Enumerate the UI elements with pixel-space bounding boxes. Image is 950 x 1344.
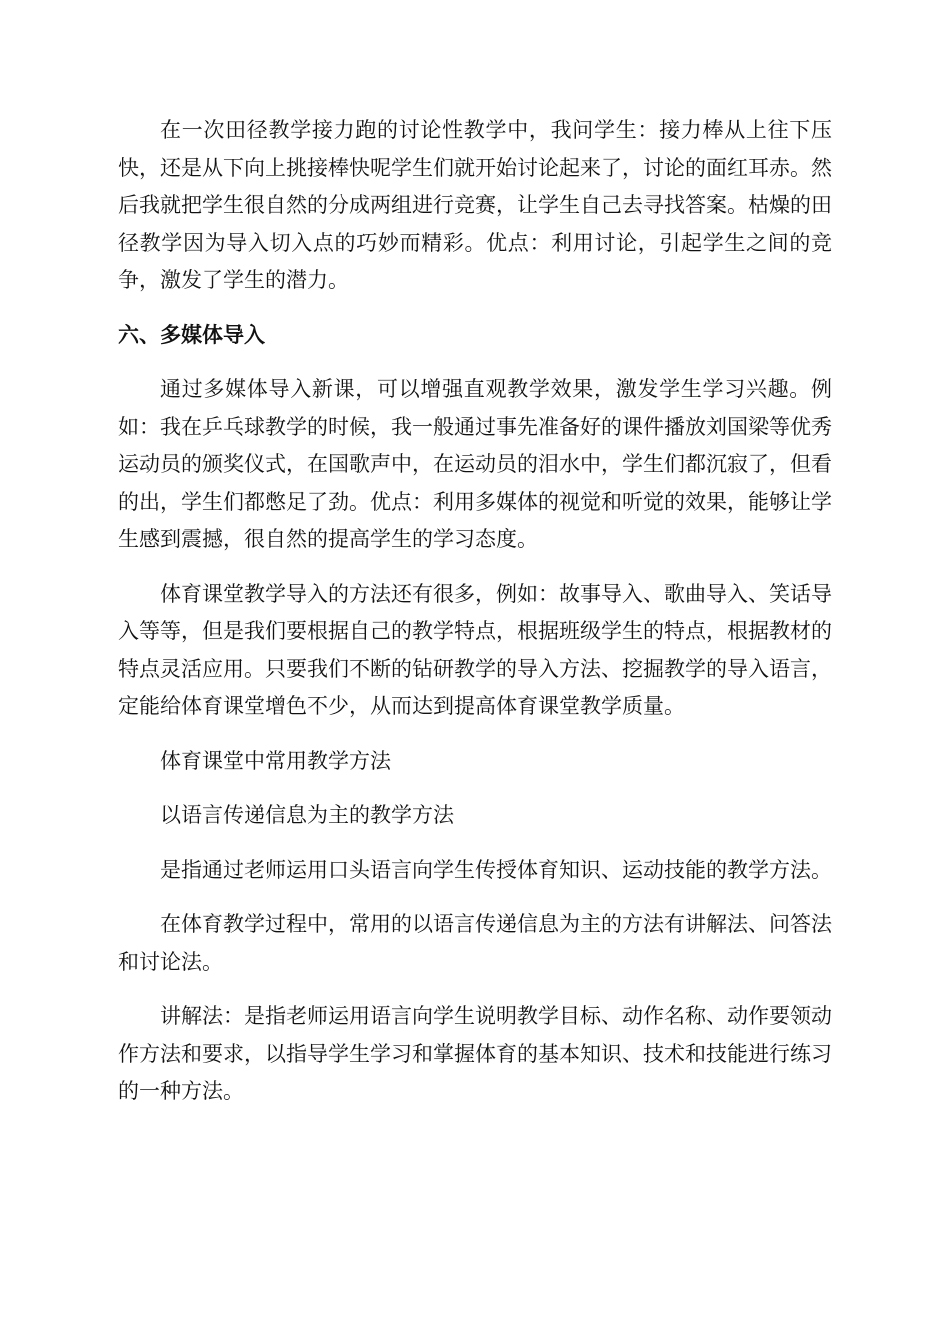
paragraph-multimedia-intro: 通过多媒体导入新课，可以增强直观教学效果，激发学生学习兴趣。例如：我在乒乓球教学的时候，我一般通过事先准备好的课件播放刘国梁等优秀运动员的颁奖仪式，在国歌声中，在运动员的泪水中，学生们都沉寂了，但看的出，学生们都憋足了劲。优点：利用多媒体的视觉和听觉的效果，能够让学生感到震撼，很自然的提高学生的学习态度。	[118, 377, 832, 551]
paragraph-language-methods-types: 在体育教学过程中，常用的以语言传递信息为主的方法有讲解法、问答法和讨论法。	[118, 912, 832, 974]
paragraph-relay-discussion: 在一次田径教学接力跑的讨论性教学中，我问学生：接力棒从上往下压快，还是从下向上挑接棒快呢学生们就开始讨论起来了，讨论的面红耳赤。然后我就把学生很自然的分成两组进行竞赛，让学生自己去寻找答案。枯燥的田径教学因为导入切入点的巧妙而精彩。优点：利用讨论，引起学生之间的竞争，激发了学生的潜力。	[118, 118, 832, 292]
paragraph-common-methods-title: 体育课堂中常用教学方法	[160, 748, 391, 773]
paragraph-explanation-method: 讲解法：是指老师运用语言向学生说明教学目标、动作名称、动作要领动作方法和要求，以指导学生学习和掌握体育的基本知识、技术和技能进行练习的一种方法。	[118, 1004, 832, 1103]
section-heading-multimedia: 六、多媒体导入	[118, 322, 265, 347]
document-page	[118, 112, 832, 1128]
paragraph-language-methods-title: 以语言传递信息为主的教学方法	[160, 803, 454, 827]
paragraph-other-methods: 体育课堂教学导入的方法还有很多，例如：故事导入、歌曲导入、笑话导入等等，但是我们要根据自己的教学特点，根据班级学生的特点，根据教材的特点灵活应用。只要我们不断的钻研教学的导入方法、挖掘教学的导入语言，定能给体育课堂增色不少，从而达到提高体育课堂教学质量。	[118, 581, 832, 718]
paragraph-language-methods-definition: 是指通过老师运用口头语言向学生传授体育知识、运动技能的教学方法。	[160, 857, 832, 882]
